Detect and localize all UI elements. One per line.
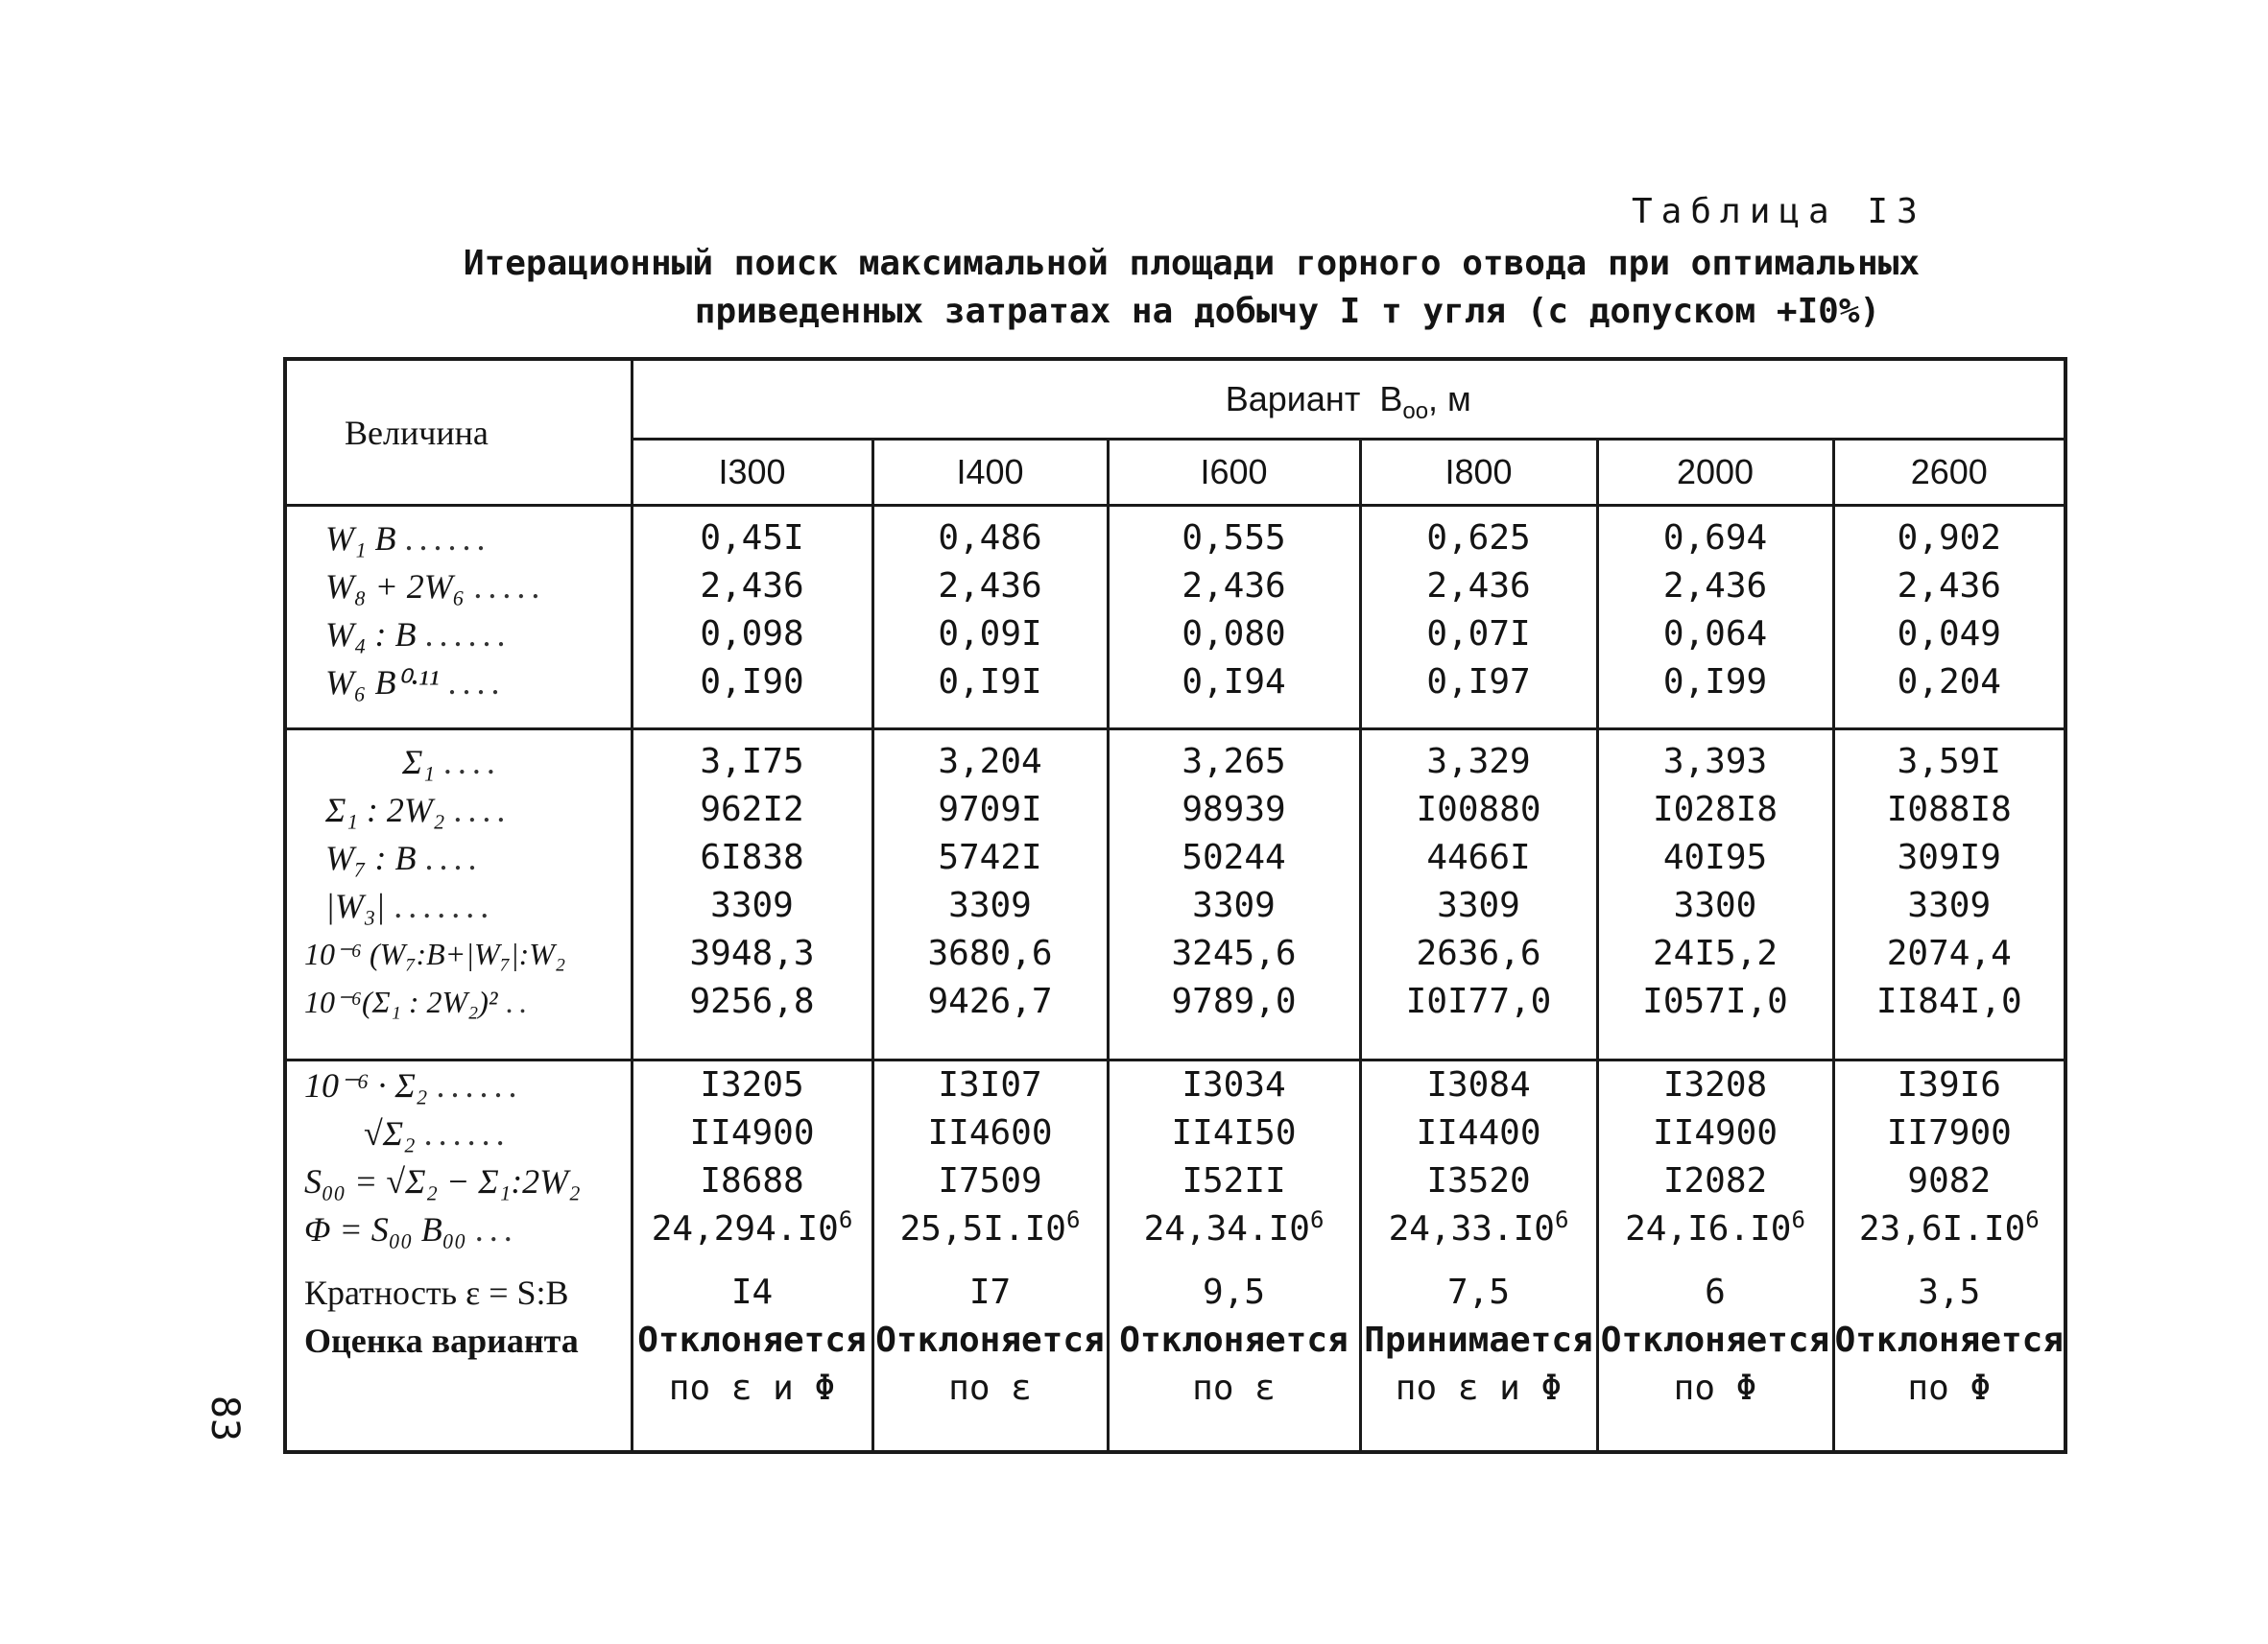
block2-column: 3,329 I00880 4466I 3309 2636,6 I0I77,0 <box>1360 729 1597 1060</box>
iteration-table <box>283 357 2067 1454</box>
block1-column: 0,45I 2,436 0,098 0,I90 <box>632 506 872 729</box>
variant-value: I300 <box>632 440 872 506</box>
row-label: W₄ : B ...... <box>325 615 512 654</box>
row-label: W₁ B ...... <box>325 519 491 558</box>
block3-column: I3205 II4900 I8688 $24,294.I0^6$ I4 Отклоняется по ε и Φ <box>632 1060 872 1452</box>
block3-column: I3208 II4900 I2082 $24,I6.I0^6$ 6 Отклоняется по Φ <box>1597 1060 1833 1452</box>
multiplicity-label: Кратность ε = S:B <box>304 1273 569 1312</box>
page-number: 83 <box>203 1394 248 1442</box>
row-label: 10⁻⁶(Σ₁ : 2W₂)² .. <box>304 985 533 1020</box>
block3-column: I39I6 II7900 9082 $23,6I.I0^6$ 3,5 Отклоняется по Φ <box>1833 1060 2065 1452</box>
assessment-reason: по ε и Φ <box>668 1368 836 1408</box>
block2-column: 3,393 I028I8 40I95 3300 24I5,2 I057I,0 <box>1597 729 1833 1060</box>
block2-column: 3,204 9709I 5742I 3309 3680,6 9426,7 <box>872 729 1108 1060</box>
table-title-line-2: приведенных затратах на добычу I т угля (с допуском +I0%) <box>694 292 1881 331</box>
assessment-value: Отклоняется <box>1600 1320 1830 1360</box>
block3-column: I3I07 II4600 I7509 $25,5I.I0^6$ I7 Отклоняется по ε <box>872 1060 1108 1452</box>
block2-column: 3,59I I088I8 309I9 3309 2074,4 II84I,0 <box>1833 729 2065 1060</box>
variant-value: I400 <box>872 440 1108 506</box>
assessment-reason: по ε <box>948 1368 1032 1408</box>
row-label: W₇ : B .... <box>325 839 483 878</box>
assessment-reason: по ε <box>1192 1368 1276 1408</box>
row-label: 10⁻⁶ · Σ₂ ...... <box>304 1065 523 1105</box>
assessment-reason: по ε и Φ <box>1395 1368 1563 1408</box>
assessment-label: Оценка варианта <box>304 1321 579 1360</box>
variant-value: I800 <box>1360 440 1597 506</box>
block3-column: I3084 II4400 I3520 $24,33.I0^6$ 7,5 Принимается по ε и Φ <box>1360 1060 1597 1452</box>
assessment-value: Отклоняется <box>1834 1320 2064 1360</box>
header-quantity: Величина <box>285 359 632 506</box>
row-label: 10⁻⁶ (W₇:B+|W₇|:W₂ <box>304 937 566 972</box>
block2-column: 3,I75 962I2 6I838 3309 3948,3 9256,8 <box>632 729 872 1060</box>
assessment-value: Отклоняется <box>875 1320 1105 1360</box>
row-label: S₀₀ = √Σ₂ − Σ₁:2W₂ <box>304 1161 581 1201</box>
block2-column: 3,265 98939 50244 3309 3245,6 9789,0 <box>1108 729 1360 1060</box>
block3-labels <box>285 1060 632 1452</box>
block1-column: 0,555 2,436 0,080 0,I94 <box>1108 506 1360 729</box>
row-label: √Σ₂ ...... <box>364 1113 511 1153</box>
row-label: Σ₁ .... <box>402 743 501 782</box>
block3-column: I3034 II4I50 I52II $24,34.I0^6$ 9,5 Отклоняется по ε <box>1108 1060 1360 1452</box>
assessment-value: Принимается <box>1364 1320 1593 1360</box>
assessment-reason: по Φ <box>1907 1368 1992 1408</box>
table-number: Таблица I3 <box>1632 192 1926 231</box>
block1-column: 0,625 2,436 0,07I 0,I97 <box>1360 506 1597 729</box>
variant-value: 2600 <box>1833 440 2065 506</box>
row-label: Σ₁ : 2W₂ .... <box>325 791 512 830</box>
row-label: W₆ B⁰·¹¹ .... <box>325 663 506 702</box>
block1-column: 0,486 2,436 0,09I 0,I9I <box>872 506 1108 729</box>
assessment-value: Отклоняется <box>1119 1320 1349 1360</box>
block1-column: 0,694 2,436 0,064 0,I99 <box>1597 506 1833 729</box>
block1-column: 0,902 2,436 0,049 0,204 <box>1833 506 2065 729</box>
variant-value: 2000 <box>1597 440 1833 506</box>
assessment-value: Отклоняется <box>637 1320 867 1360</box>
row-label: W₈ + 2W₆ ..... <box>325 567 546 606</box>
row-label: |W₃| ....... <box>325 887 495 926</box>
block2-labels <box>285 729 632 1060</box>
assessment-reason: по Φ <box>1673 1368 1757 1408</box>
row-label: Φ = S₀₀ B₀₀ ... <box>304 1209 518 1249</box>
variant-value: I600 <box>1108 440 1360 506</box>
block1-labels <box>285 506 632 729</box>
table-title-line-1: Итерационный поиск максимальной площади горного отвода при оптимальных <box>463 244 1921 283</box>
header-variant: Вариант $B_{oo}$, м <box>632 359 2065 440</box>
